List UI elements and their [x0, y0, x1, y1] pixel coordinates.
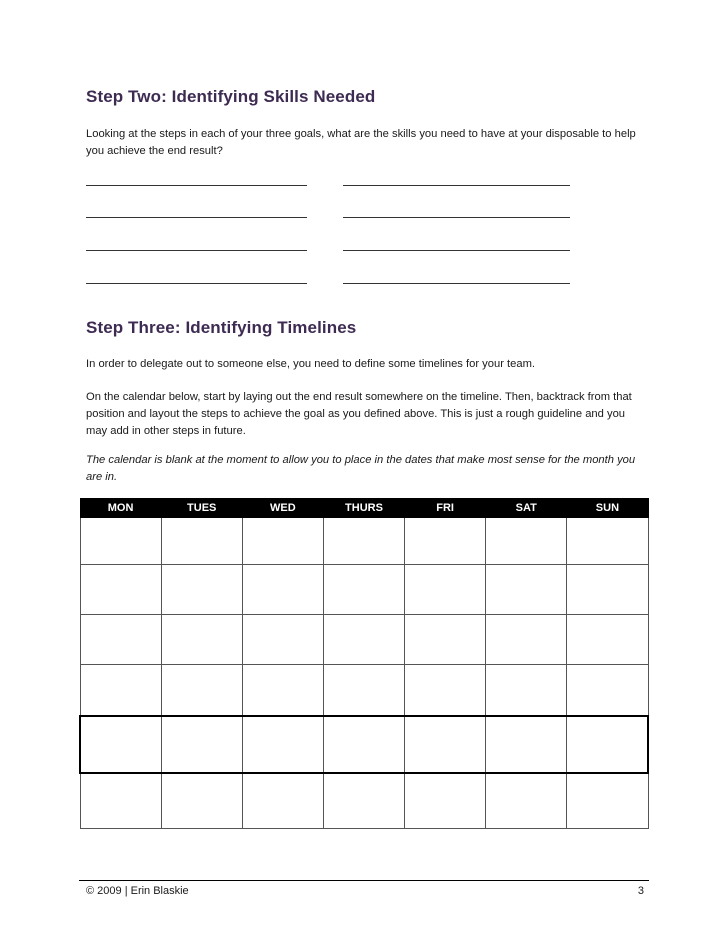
calendar-day-cell[interactable] — [80, 773, 161, 829]
step-two-heading: Step Two: Identifying Skills Needed — [86, 87, 376, 106]
calendar-week-row — [80, 565, 648, 615]
answer-line[interactable] — [343, 217, 570, 218]
calendar-day-cell[interactable] — [242, 665, 323, 717]
calendar-day-cell[interactable] — [323, 615, 404, 665]
calendar-day-cell[interactable] — [486, 716, 567, 773]
calendar-day-cell[interactable] — [405, 518, 486, 565]
day-header-sat: SAT — [486, 499, 567, 518]
calendar-day-cell[interactable] — [161, 615, 242, 665]
day-header-fri: FRI — [405, 499, 486, 518]
answer-line[interactable] — [343, 283, 570, 284]
calendar-day-cell[interactable] — [161, 565, 242, 615]
calendar-day-cell[interactable] — [567, 518, 648, 565]
calendar-day-cell[interactable] — [405, 665, 486, 717]
calendar-note: The calendar is blank at the moment to allow you to place in the dates that make most sense for the month you are in. — [86, 454, 636, 483]
step-two-instructions: Looking at the steps in each of your three goals, what are the skills you need to have at your disposable to help you achieve the end result? — [86, 128, 636, 157]
blank-calendar — [79, 498, 649, 829]
calendar-week-row — [80, 665, 648, 717]
footer-copyright: © 2009 | Erin Blaskie — [86, 885, 189, 897]
day-header-wed: WED — [242, 499, 323, 518]
calendar-day-cell[interactable] — [242, 518, 323, 565]
step-three-heading: Step Three: Identifying Timelines — [86, 318, 357, 337]
footer-page-number: 3 — [637, 885, 644, 897]
calendar-day-cell[interactable] — [161, 716, 242, 773]
answer-line[interactable] — [86, 283, 307, 284]
step-three-instructions: On the calendar below, start by laying out the end result somewhere on the timeline. Then, backtrack from that position and layout the steps to achieve the goal as you defined above. This is just a rough guideline and you may add in other steps in future. — [86, 391, 632, 437]
calendar-day-cell[interactable] — [242, 565, 323, 615]
calendar-day-cell[interactable] — [567, 716, 648, 773]
calendar-day-cell[interactable] — [567, 665, 648, 717]
calendar-day-cell[interactable] — [405, 716, 486, 773]
calendar-week-row — [80, 518, 648, 565]
calendar-day-cell[interactable] — [323, 665, 404, 717]
calendar-day-cell[interactable] — [323, 773, 404, 829]
calendar-day-cell[interactable] — [486, 773, 567, 829]
answer-line[interactable] — [86, 217, 307, 218]
calendar-day-cell[interactable] — [567, 565, 648, 615]
answer-line[interactable] — [343, 185, 570, 186]
answer-line[interactable] — [86, 185, 307, 186]
calendar-week-row — [80, 773, 648, 829]
calendar-day-cell[interactable] — [242, 716, 323, 773]
day-header-tues: TUES — [161, 499, 242, 518]
calendar-day-cell[interactable] — [405, 615, 486, 665]
calendar-day-cell[interactable] — [242, 615, 323, 665]
calendar-day-cell[interactable] — [80, 716, 161, 773]
answer-line[interactable] — [86, 250, 307, 251]
calendar-day-cell[interactable] — [567, 615, 648, 665]
calendar-day-cell[interactable] — [405, 565, 486, 615]
calendar-day-cell[interactable] — [80, 665, 161, 717]
calendar-day-cell[interactable] — [161, 518, 242, 565]
answer-line[interactable] — [343, 250, 570, 251]
day-header-mon: MON — [80, 499, 161, 518]
calendar-day-cell[interactable] — [486, 518, 567, 565]
calendar-day-cell[interactable] — [405, 773, 486, 829]
calendar-day-cell[interactable] — [80, 518, 161, 565]
calendar-day-cell[interactable] — [323, 716, 404, 773]
calendar-day-cell[interactable] — [486, 565, 567, 615]
footer-divider — [79, 880, 649, 881]
calendar-day-cell[interactable] — [80, 615, 161, 665]
calendar-day-cell[interactable] — [161, 665, 242, 717]
calendar-day-cell[interactable] — [242, 773, 323, 829]
calendar-week-row — [80, 615, 648, 665]
calendar-day-cell[interactable] — [567, 773, 648, 829]
day-header-thurs: THURS — [323, 499, 404, 518]
calendar-day-cell[interactable] — [323, 518, 404, 565]
step-three-intro: In order to delegate out to someone else, you need to define some timelines for your team. — [86, 358, 536, 370]
calendar-day-cell[interactable] — [323, 565, 404, 615]
calendar-day-cell[interactable] — [161, 773, 242, 829]
calendar-day-cell[interactable] — [486, 665, 567, 717]
calendar-week-row — [80, 716, 648, 773]
calendar-header-row — [80, 499, 648, 518]
day-header-sun: SUN — [567, 499, 648, 518]
calendar-day-cell[interactable] — [486, 615, 567, 665]
calendar-day-cell[interactable] — [80, 565, 161, 615]
